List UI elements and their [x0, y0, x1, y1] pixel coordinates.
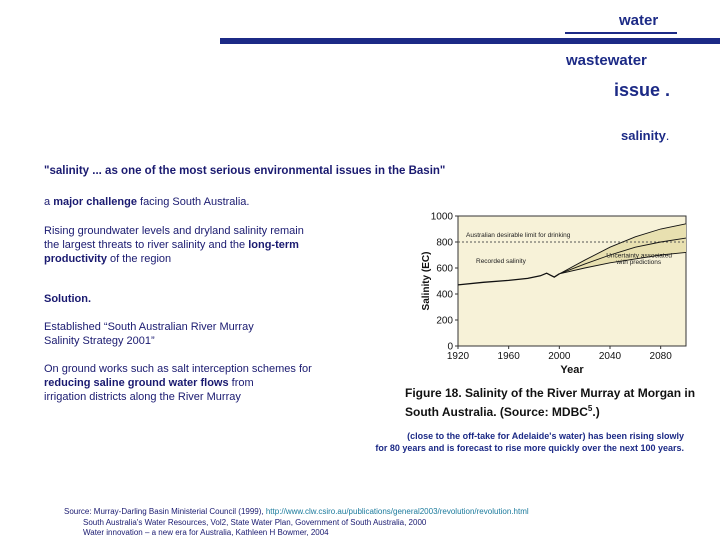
- x-tick-label: 2040: [598, 351, 622, 362]
- works-text: On ground works such as salt interception schemes for reducing saline ground water flows from irrigation districts along the River Murray: [44, 363, 312, 403]
- source-line-1: Source: Murray-Darling Basin Ministerial Council (1999), http://www.clw.csiro.au/publications/general2003/revolution/revolution.html: [64, 507, 529, 516]
- figure-caption: Figure 18. Salinity of the River Murray at Morgan in South Australia. (Source: MDBC$^5$.): [405, 386, 696, 419]
- y-tick-label: 200: [436, 315, 453, 327]
- desirable-limit-label: Australian desirable limit for drinking: [466, 232, 571, 239]
- x-tick-label: 2000: [548, 351, 571, 362]
- annotation-uncertainty: Uncertainty associated: [606, 252, 672, 260]
- threats-paragraph: Rising groundwater levels and dryland salinity remain the largest threats to river salinity and the long-term productivity of the region: [44, 225, 304, 265]
- strategy-text: Established “South Australian River Murray Salinity Strategy 2001”: [44, 321, 254, 347]
- y-tick-label: 400: [436, 289, 453, 301]
- x-tick-label: 1920: [446, 351, 470, 362]
- y-tick-label: 600: [436, 263, 453, 275]
- annotation-predictions: with predictions: [616, 259, 662, 267]
- header-water: water: [619, 12, 659, 29]
- y-tick-label: 0: [447, 341, 453, 353]
- source-line-2: South Australia's Water Resources, Vol2, State Water Plan, Government of South Australia, 2000: [83, 518, 427, 527]
- salinity-note: (close to the off-take for Adelaide's water) has been rising slowly for 80 years and is forecast to rise more quickly over the next 100 years.: [375, 431, 684, 453]
- x-axis-label: Year: [560, 364, 584, 376]
- header-wastewater: wastewater: [566, 52, 647, 69]
- salinity-chart: [400, 206, 696, 378]
- x-tick-label: 1960: [497, 351, 520, 362]
- challenge-text: a major challenge facing South Australia.: [44, 196, 250, 208]
- source-link[interactable]: http://www.clw.csiro.au/publications/general2003/revolution/revolution.html: [265, 507, 529, 516]
- y-tick-label: 800: [436, 237, 453, 249]
- y-axis-label: Salinity (EC): [421, 251, 432, 311]
- header-issue: issue .: [614, 80, 671, 100]
- solution-heading: Solution.: [44, 293, 92, 305]
- annotation-recorded: Recorded salinity: [476, 257, 526, 265]
- header-salinity: salinity.: [621, 128, 670, 143]
- source-line-3: Water innovation – a new era for Australia, Kathleen H Bowmer, 2004: [83, 528, 329, 537]
- y-tick-label: 1000: [430, 211, 453, 223]
- header-rule: [220, 38, 720, 44]
- x-tick-label: 2080: [649, 351, 672, 362]
- quote-text: "salinity ... as one of the most serious environmental issues in the Basin": [44, 165, 446, 177]
- header-rule-top: [565, 32, 677, 34]
